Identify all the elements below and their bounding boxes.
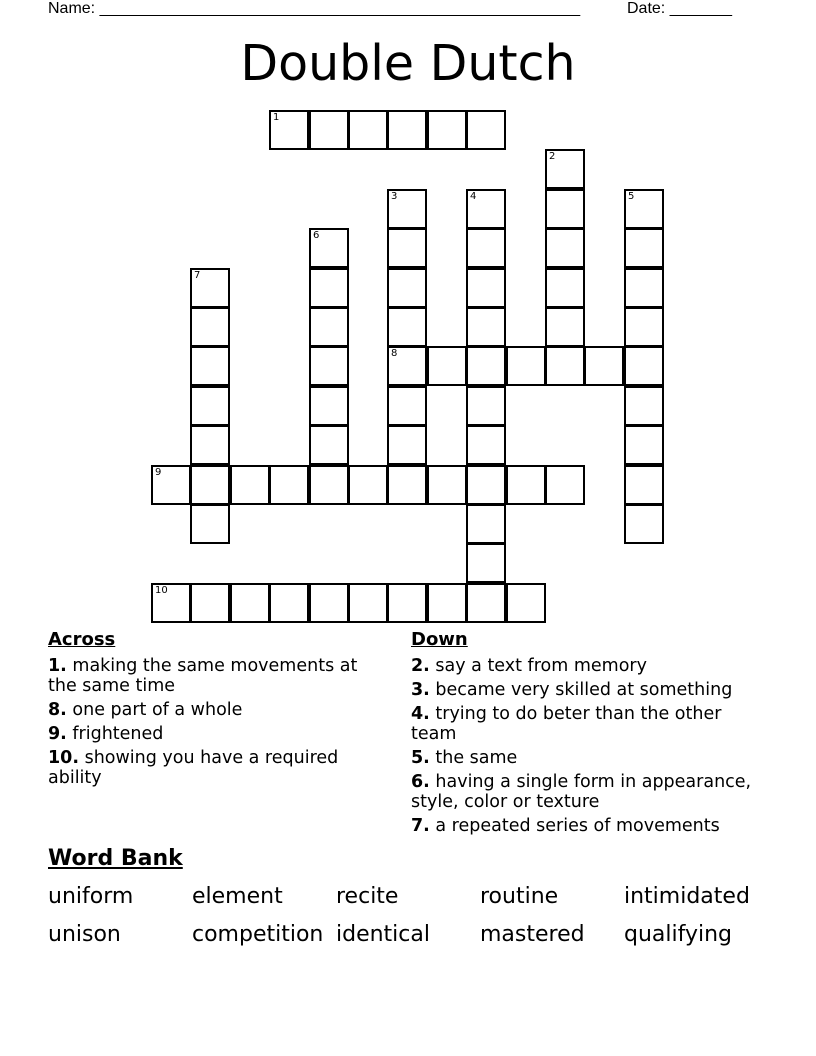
grid-cell bbox=[269, 110, 309, 150]
grid-cell bbox=[624, 189, 664, 229]
grid-cell bbox=[309, 307, 349, 347]
grid-cell bbox=[427, 346, 467, 386]
grid-cell bbox=[624, 504, 664, 544]
grid-cell bbox=[348, 583, 388, 623]
grid-cell bbox=[624, 228, 664, 268]
down-heading: Down bbox=[411, 629, 468, 650]
grid-cell bbox=[584, 346, 624, 386]
clue-number: 1 bbox=[273, 112, 280, 123]
puzzle-title: Double Dutch bbox=[240, 35, 576, 92]
across-clue bbox=[48, 656, 378, 696]
grid-cell bbox=[230, 465, 270, 505]
grid-cell bbox=[545, 465, 585, 505]
grid-cell bbox=[190, 583, 230, 623]
grid-cell bbox=[624, 425, 664, 465]
grid-cell bbox=[190, 346, 230, 386]
clue-number: 9 bbox=[155, 467, 162, 478]
clue-text: trying to do beter than the other team bbox=[411, 704, 722, 744]
down-clue bbox=[411, 772, 756, 812]
clue-number-label: 6. bbox=[411, 772, 430, 792]
clue-number-label: 1. bbox=[48, 656, 67, 676]
grid-cell bbox=[309, 386, 349, 426]
clue-text: say a text from memory bbox=[429, 656, 647, 676]
grid-cell bbox=[545, 228, 585, 268]
grid-cell bbox=[545, 307, 585, 347]
grid-cell bbox=[545, 346, 585, 386]
word-bank-word: unison bbox=[48, 922, 121, 947]
clue-text: showing you have a required ability bbox=[48, 748, 339, 788]
grid-cell bbox=[387, 110, 427, 150]
grid-cell bbox=[387, 307, 427, 347]
clue-text: the same bbox=[429, 748, 518, 768]
word-bank-word: element bbox=[192, 884, 283, 909]
grid-cell bbox=[387, 386, 427, 426]
clue-number: 8 bbox=[391, 348, 398, 359]
grid-cell bbox=[387, 583, 427, 623]
grid-cell bbox=[269, 465, 309, 505]
word-bank-word: identical bbox=[336, 922, 430, 947]
grid-cell bbox=[466, 346, 506, 386]
clue-text: frightened bbox=[66, 724, 164, 744]
word-bank-word: uniform bbox=[48, 884, 134, 909]
down-clue bbox=[411, 748, 756, 768]
clue-number-label: 5. bbox=[411, 748, 430, 768]
grid-cell bbox=[545, 189, 585, 229]
clue-number-label: 2. bbox=[411, 656, 430, 676]
grid-cell bbox=[190, 307, 230, 347]
grid-cell bbox=[427, 465, 467, 505]
grid-cell bbox=[151, 583, 191, 623]
grid-cell bbox=[545, 268, 585, 308]
grid-cell bbox=[427, 583, 467, 623]
across-clues bbox=[48, 656, 378, 792]
word-bank-word: competition bbox=[192, 922, 324, 947]
grid-cell bbox=[387, 268, 427, 308]
grid-cell bbox=[506, 346, 546, 386]
grid-cell bbox=[387, 425, 427, 465]
across-heading: Across bbox=[48, 629, 116, 650]
grid-cell bbox=[506, 583, 546, 623]
grid-cell bbox=[309, 583, 349, 623]
word-bank-title: Word Bank bbox=[48, 846, 183, 871]
grid-cell bbox=[348, 110, 388, 150]
grid-cell bbox=[269, 583, 309, 623]
grid-cell bbox=[466, 228, 506, 268]
grid-cell bbox=[466, 425, 506, 465]
grid-cell bbox=[190, 386, 230, 426]
grid-cell bbox=[466, 504, 506, 544]
name-field: Name: ______________________________________________________ bbox=[48, 0, 581, 17]
grid-cell bbox=[190, 268, 230, 308]
clue-number: 7 bbox=[194, 270, 201, 281]
clue-text: became very skilled at something bbox=[429, 680, 733, 700]
clue-number-label: 4. bbox=[411, 704, 430, 724]
down-clue bbox=[411, 680, 756, 700]
grid-cell bbox=[387, 189, 427, 229]
grid-cell bbox=[190, 465, 230, 505]
grid-cell bbox=[466, 307, 506, 347]
clue-text: a repeated series of movements bbox=[429, 816, 720, 836]
grid-cell bbox=[309, 465, 349, 505]
down-clue bbox=[411, 704, 756, 744]
clue-number: 3 bbox=[391, 191, 398, 202]
clue-number: 10 bbox=[155, 585, 168, 596]
grid-cell bbox=[387, 346, 427, 386]
grid-cell bbox=[506, 465, 546, 505]
grid-cell bbox=[624, 268, 664, 308]
down-clues bbox=[411, 656, 756, 840]
date-field: Date: _______ bbox=[627, 0, 732, 17]
grid-cell bbox=[387, 228, 427, 268]
grid-cell bbox=[387, 465, 427, 505]
grid-cell bbox=[427, 110, 467, 150]
across-clue bbox=[48, 700, 378, 720]
grid-cell bbox=[230, 583, 270, 623]
grid-cell bbox=[309, 346, 349, 386]
grid-cell bbox=[466, 583, 506, 623]
grid-cell bbox=[624, 386, 664, 426]
clue-number: 4 bbox=[470, 191, 477, 202]
clue-text: making the same movements at the same time bbox=[48, 656, 358, 696]
clue-number-label: 3. bbox=[411, 680, 430, 700]
grid-cell bbox=[309, 425, 349, 465]
clue-text: having a single form in appearance, style, color or texture bbox=[411, 772, 752, 812]
grid-cell bbox=[348, 465, 388, 505]
across-clue bbox=[48, 724, 378, 744]
grid-cell bbox=[309, 228, 349, 268]
word-bank-word: recite bbox=[336, 884, 399, 909]
grid-cell bbox=[466, 268, 506, 308]
word-bank-word: intimidated bbox=[624, 884, 750, 909]
grid-cell bbox=[545, 149, 585, 189]
grid-cell bbox=[466, 543, 506, 583]
word-bank-word: qualifying bbox=[624, 922, 733, 947]
clue-number-label: 10. bbox=[48, 748, 80, 768]
clue-number-label: 9. bbox=[48, 724, 67, 744]
clue-number: 2 bbox=[549, 151, 556, 162]
grid-cell bbox=[190, 504, 230, 544]
grid-cell bbox=[466, 465, 506, 505]
grid-cell bbox=[624, 465, 664, 505]
clue-text: one part of a whole bbox=[66, 700, 243, 720]
word-bank-word: routine bbox=[480, 884, 559, 909]
grid-cell bbox=[466, 386, 506, 426]
down-clue bbox=[411, 656, 756, 676]
across-clue bbox=[48, 748, 378, 788]
grid-cell bbox=[309, 268, 349, 308]
clue-number: 5 bbox=[628, 191, 635, 202]
grid-cell bbox=[624, 346, 664, 386]
grid-cell bbox=[309, 110, 349, 150]
clue-number-label: 8. bbox=[48, 700, 67, 720]
grid-cell bbox=[190, 425, 230, 465]
grid-cell bbox=[466, 189, 506, 229]
down-clue bbox=[411, 816, 756, 836]
clue-number-label: 7. bbox=[411, 816, 430, 836]
clue-number: 6 bbox=[313, 230, 320, 241]
word-bank-word: mastered bbox=[480, 922, 585, 947]
grid-cell bbox=[151, 465, 191, 505]
grid-cell bbox=[466, 110, 506, 150]
grid-cell bbox=[624, 307, 664, 347]
